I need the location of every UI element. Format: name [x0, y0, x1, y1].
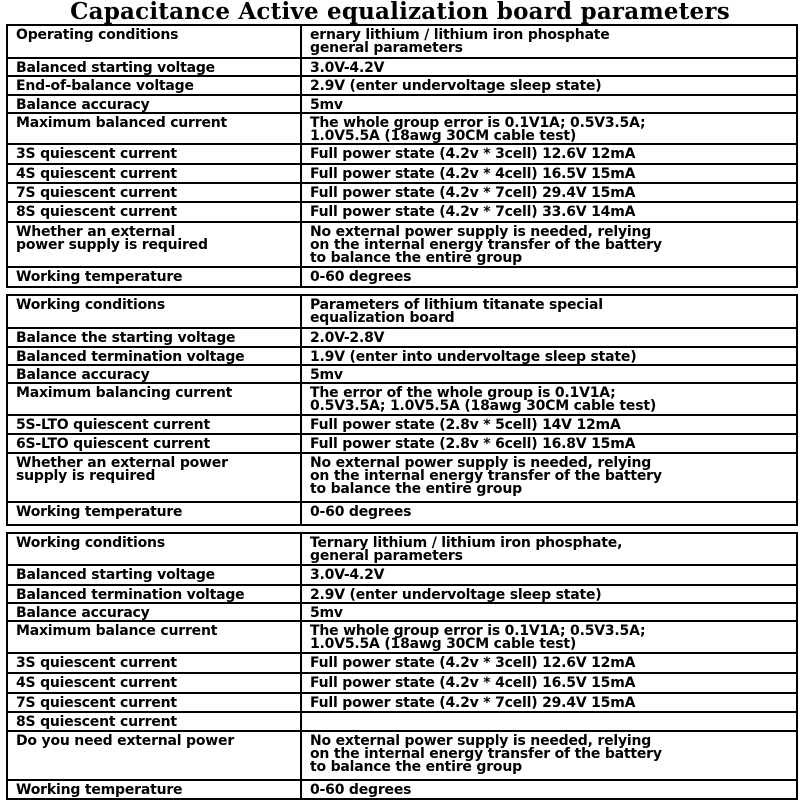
parameter-value: Full power state (2.8v * 5cell) 14V 12mA	[301, 415, 797, 434]
parameter-label: Operating conditions	[7, 25, 301, 58]
table-row	[7, 585, 797, 603]
table-row	[7, 621, 797, 653]
table-row	[7, 76, 797, 95]
table-row	[7, 673, 797, 693]
parameter-label: Balance the starting voltage	[7, 328, 301, 347]
parameter-value: 0-60 degrees	[301, 780, 797, 799]
parameter-label: Whether an external power supply is required	[7, 222, 301, 267]
parameter-label: Whether an external power supply is required	[7, 453, 301, 502]
table-row	[7, 415, 797, 434]
parameter-value: 3.0V-4.2V	[301, 58, 797, 76]
table-row	[7, 58, 797, 76]
parameter-label: Balanced starting voltage	[7, 565, 301, 585]
parameter-value: ernary lithium / lithium iron phosphate general parameters	[301, 25, 797, 58]
table-row	[7, 693, 797, 712]
parameter-label: 4S quiescent current	[7, 164, 301, 183]
parameter-value: Full power state (4.2v * 3cell) 12.6V 12mA	[301, 653, 797, 673]
parameter-value: Full power state (4.2v * 7cell) 29.4V 15mA	[301, 693, 797, 712]
parameter-value: Full power state (4.2v * 4cell) 16.5V 15mA	[301, 673, 797, 693]
parameter-value: 0-60 degrees	[301, 267, 797, 287]
parameter-label: Balanced termination voltage	[7, 585, 301, 603]
parameters-table-lto	[6, 294, 798, 526]
table-row	[7, 365, 797, 383]
table-row	[7, 712, 797, 731]
table-row	[7, 267, 797, 287]
parameter-value: Full power state (4.2v * 3cell) 12.6V 12mA	[301, 144, 797, 164]
table-row	[7, 603, 797, 621]
parameter-label: Balanced starting voltage	[7, 58, 301, 76]
parameter-label: Working conditions	[7, 533, 301, 565]
parameter-value	[301, 712, 797, 731]
parameter-value: 5mv	[301, 603, 797, 621]
table-row	[7, 295, 797, 328]
parameter-label: Maximum balancing current	[7, 383, 301, 415]
table-row	[7, 731, 797, 780]
parameter-value: No external power supply is needed, relying on the internal energy transfer of the battery to balance the entire group	[301, 731, 797, 780]
parameter-label: 8S quiescent current	[7, 202, 301, 222]
parameter-label: 7S quiescent current	[7, 183, 301, 202]
page-title: Capacitance Active equalization board parameters	[70, 0, 730, 25]
table-row	[7, 164, 797, 183]
parameter-label: Balance accuracy	[7, 95, 301, 113]
parameter-value: No external power supply is needed, relying on the internal energy transfer of the battery to balance the entire group	[301, 222, 797, 267]
parameter-value: Full power state (4.2v * 7cell) 33.6V 14mA	[301, 202, 797, 222]
parameter-value: No external power supply is needed, relying on the internal energy transfer of the battery to balance the entire group	[301, 453, 797, 502]
parameter-value: 2.0V-2.8V	[301, 328, 797, 347]
table-row	[7, 453, 797, 502]
table-row	[7, 202, 797, 222]
table-row	[7, 144, 797, 164]
parameter-value: 3.0V-4.2V	[301, 565, 797, 585]
parameter-label: Maximum balanced current	[7, 113, 301, 144]
parameter-value: Full power state (2.8v * 6cell) 16.8V 15mA	[301, 434, 797, 453]
parameter-label: Maximum balance current	[7, 621, 301, 653]
table-row	[7, 383, 797, 415]
parameter-value: Full power state (4.2v * 7cell) 29.4V 15mA	[301, 183, 797, 202]
parameter-value: 0-60 degrees	[301, 502, 797, 525]
table-row	[7, 222, 797, 267]
parameter-label: 7S quiescent current	[7, 693, 301, 712]
parameter-value: The error of the whole group is 0.1V1A; 0.5V3.5A; 1.0V5.5A (18awg 30CM cable test)	[301, 383, 797, 415]
parameters-table-general	[6, 24, 798, 288]
parameter-label: Working temperature	[7, 502, 301, 525]
table-row	[7, 113, 797, 144]
parameter-value: 5mv	[301, 365, 797, 383]
parameter-label: 5S-LTO quiescent current	[7, 415, 301, 434]
parameter-label: End-of-balance voltage	[7, 76, 301, 95]
table-row	[7, 95, 797, 113]
parameter-label: 3S quiescent current	[7, 653, 301, 673]
parameter-label: Working conditions	[7, 295, 301, 328]
parameter-value: Full power state (4.2v * 4cell) 16.5V 15mA	[301, 164, 797, 183]
parameter-value: 5mv	[301, 95, 797, 113]
parameter-value: 2.9V (enter undervoltage sleep state)	[301, 76, 797, 95]
parameter-label: 4S quiescent current	[7, 673, 301, 693]
table-row	[7, 780, 797, 799]
parameter-value: 2.9V (enter undervoltage sleep state)	[301, 585, 797, 603]
table-row	[7, 25, 797, 58]
parameter-value: Parameters of lithium titanate special equalization board	[301, 295, 797, 328]
parameter-label: Working temperature	[7, 267, 301, 287]
parameter-label: Balance accuracy	[7, 365, 301, 383]
table-row	[7, 347, 797, 365]
parameter-label: Do you need external power	[7, 731, 301, 780]
parameter-value: The whole group error is 0.1V1A; 0.5V3.5A; 1.0V5.5A (18awg 30CM cable test)	[301, 113, 797, 144]
parameter-value: Ternary lithium / lithium iron phosphate, general parameters	[301, 533, 797, 565]
parameter-label: Balance accuracy	[7, 603, 301, 621]
table-row	[7, 183, 797, 202]
table-row	[7, 565, 797, 585]
parameter-label: 3S quiescent current	[7, 144, 301, 164]
parameter-label: 8S quiescent current	[7, 712, 301, 731]
parameters-table-ternary	[6, 532, 798, 800]
table-row	[7, 328, 797, 347]
table-row	[7, 502, 797, 525]
parameter-value: The whole group error is 0.1V1A; 0.5V3.5A; 1.0V5.5A (18awg 30CM cable test)	[301, 621, 797, 653]
parameter-label: Working temperature	[7, 780, 301, 799]
table-row	[7, 533, 797, 565]
table-row	[7, 653, 797, 673]
parameter-label: 6S-LTO quiescent current	[7, 434, 301, 453]
parameter-label: Balanced termination voltage	[7, 347, 301, 365]
parameter-value: 1.9V (enter into undervoltage sleep state)	[301, 347, 797, 365]
table-row	[7, 434, 797, 453]
